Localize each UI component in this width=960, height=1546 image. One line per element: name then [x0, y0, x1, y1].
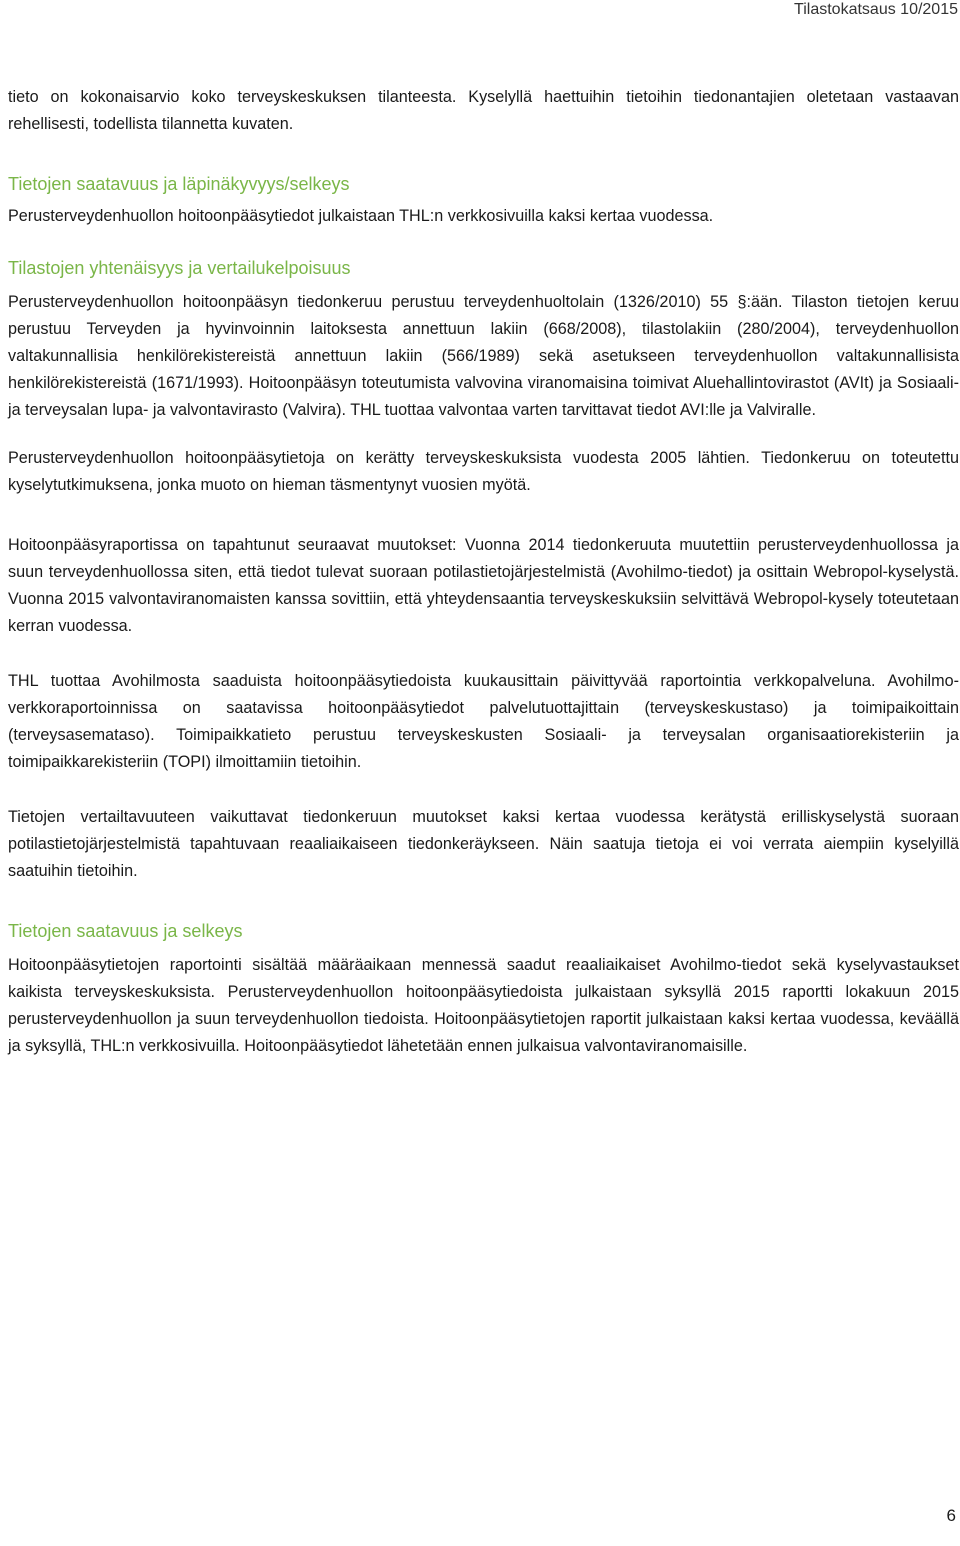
paragraph-avohilmo-reporting: THL tuottaa Avohilmosta saaduista hoitoonpääsytiedoista kuukausittain päivittyvää raportointia verkkopalveluna. Avohilmo-verkkoraportoinnissa on saatavissa hoitoonpääsytiedot palvelutuottajittain (terveyskeskustaso) ja toimipaikoittain (terveysasemataso). Toimipaikkatieto perustuu terveyskeskusten Sosiaali- ja terveysalan organisaatiorekisteriin ja toimipaikkarekisteriin (TOPI) ilmoittamiin tietoihin. — [8, 672, 959, 771]
paragraph-legal-basis: Perusterveydenhuollon hoitoonpääsyn tiedonkeruu perustuu terveydenhuoltolain (1326/2010) 55 §:ään. Tilaston tietojen keruu perustuu Terveyden ja hyvinvoinnin laitoksesta annettuun lakiin (668/2008), tilastolakiin (280/2004), terveydenhuollon valtakunnallisia henkilörekistereistä annettuun lakiin (566/1989) sekä asetukseen terveydenhuollon valtakunnallisista henkilörekistereistä (1671/1993). Hoitoonpääsyn toteutumista valvovina viranomaisina toimivat Aluehallintovirastot (AVIt) ja Sosiaali- ja terveysalan lupa- ja valvontavirasto (Valvira). THL tuottaa valvontaa varten tarvittavat tiedot AVI:lle ja Valviralle. — [8, 293, 959, 419]
page-number: 6 — [946, 1506, 956, 1525]
heading-availability-clarity: Tietojen saatavuus ja selkeys — [8, 921, 243, 941]
running-header: Tilastokatsaus 10/2015 — [794, 1, 958, 18]
document-body — [8, 84, 959, 1060]
heading-availability-transparency: Tietojen saatavuus ja läpinäkyvyys/selkeys — [8, 174, 350, 194]
paragraph-intro-continuation: tieto on kokonaisarvio koko terveyskeskuksen tilanteesta. Kyselyllä haettuihin tietoihin tiedonantajien oletetaan vastaavan rehellisesti, todellista tilannetta kuvaten. — [8, 88, 959, 133]
paragraph-publication: Perusterveydenhuollon hoitoonpääsytiedot julkaistaan THL:n verkkosivuilla kaksi kertaa vuodessa. — [8, 207, 714, 225]
paragraph-comparability: Tietojen vertailtavuuteen vaikuttavat tiedonkeruun muutokset kaksi kertaa vuodessa kerätystä erilliskyselystä suoraan potilastietojärjestelmistä tapahtuvaan reaaliaikaiseen tiedonkeräykseen. Näin saatuja tietoja ei voi verrata aiempiin kyselyillä saatuihin tietoihin. — [8, 808, 959, 880]
heading-consistency-comparability: Tilastojen yhtenäisyys ja vertailukelpoisuus — [8, 258, 351, 278]
paragraph-collection-history: Perusterveydenhuollon hoitoonpääsytietoja on kerätty terveyskeskuksista vuodesta 2005 lähtien. Tiedonkeruu on toteutettu kyselytutkimuksena, jonka muoto on hieman täsmentynyt vuosien myötä. — [8, 449, 959, 494]
paragraph-reporting-schedule: Hoitoonpääsytietojen raportointi sisältää määräaikaan mennessä saadut reaaliaikaiset Avohilmo-tiedot sekä kyselyvastaukset kaikista terveyskeskuksista. Perusterveydenhuollon hoitoonpääsytiedoista julkaistaan syksyllä 2015 raportti lokakuun 2015 perusterveydenhuollon ja suun terveydenhuollon tiedoista. Hoitoonpääsytietojen raportit julkaistaan kaksi kertaa vuodessa, keväällä ja syksyllä, THL:n verkkosivuilla. Hoitoonpääsytiedot lähetetään ennen julkaisua valvontaviranomaisille. — [8, 956, 959, 1055]
paragraph-report-changes: Hoitoonpääsyraportissa on tapahtunut seuraavat muutokset: Vuonna 2014 tiedonkeruuta muutettiin perusterveydenhuollossa ja suun terveydenhuollossa siten, että tiedot tulevat suoraan potilastietojärjestelmistä (Avohilmo-tiedot) ja osittain Webropol-kyselystä. Vuonna 2015 valvontaviranomaisten kanssa sovittiin, että yhteydensaantia terveyskeskuksiin selvittävä Webropol-kysely toteutetaan kerran vuodessa. — [8, 536, 959, 635]
